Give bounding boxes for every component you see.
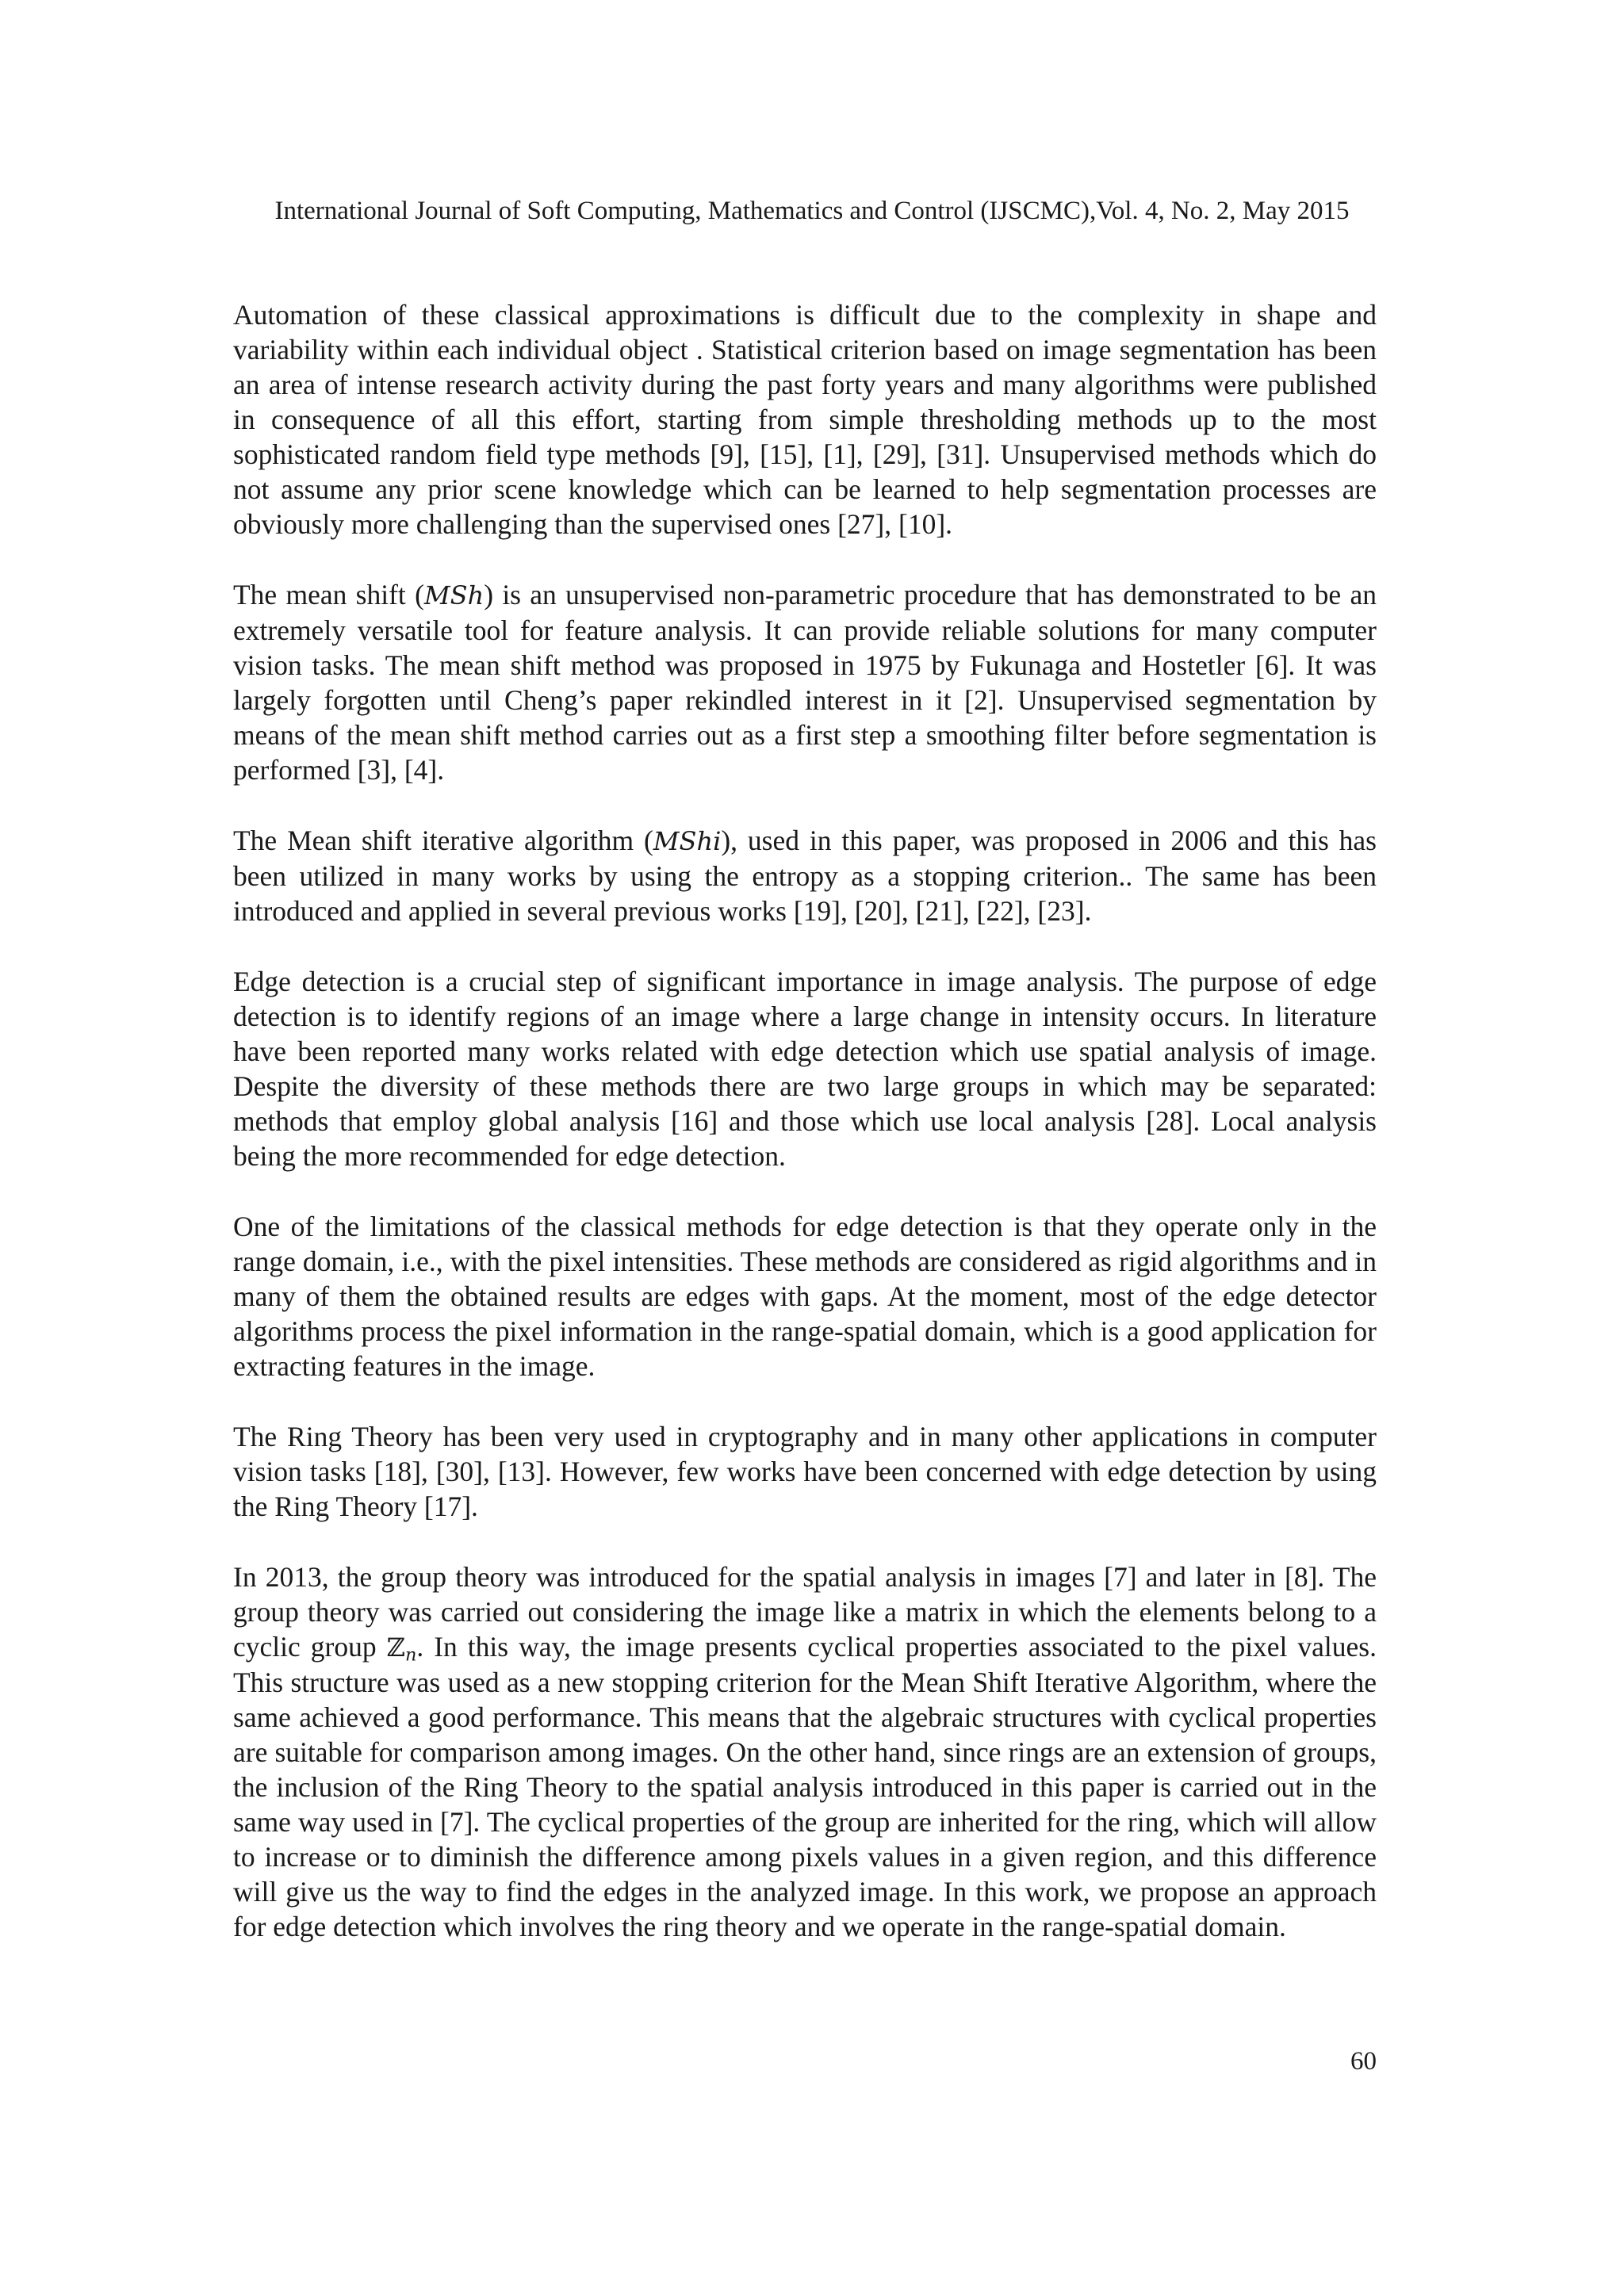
paragraph-text: In 2013, the group theory was introduced for the spatial analysis in images [7] and later in [8]. The group theory was carried out considering the image like a matrix in which the elements belong to a cyclic group [233, 1561, 1377, 1663]
paragraph-text: ) is an unsupervised non-parametric procedure that has demonstrated to be an extremely versatile tool for feature analysis. It can provide reliable solutions for many computer vision tasks. The mean shift method was proposed in 1975 by Fukunaga and Hostetler [6]. It was largely forgotten until Cheng’s paper rekindled interest in it [2]. Unsupervised segmentation by means of the mean shift method carries out as a first step a smoothing filter before segmentation is performed [3], [4]. [233, 579, 1377, 786]
page-number: 60 [1350, 2047, 1377, 2076]
math-mshi: MShi [653, 826, 722, 856]
paragraph-edge-detection: Edge detection is a crucial step of significant importance in image analysis. The purpose of edge detection is to identify regions of an image where a large change in intensity occurs. In literature have been reported many works related with edge detection which use spatial analysis of image. Despite the diversity of these methods there are two large groups in which may be separated: methods that employ global analysis [16] and those which use local analysis [28]. Local analysis being the more recommended for edge detection. [233, 966, 1377, 1172]
paragraph-text: . In this way, the image presents cyclical properties associated to the pixel values. This structure was used as a new stopping criterion for the Mean Shift Iterative Algorithm, where the same achieved a good performance. This means that the algebraic structures with cyclical properties are suitable for comparison among images. On the other hand, since rings are an extension of groups, the inclusion of the Ring Theory to the spatial analysis introduced in this paper is carried out in the same way used in [7]. The cyclical properties of the group are inherited for the ring, which will allow to increase or to diminish the difference among pixels values in a given region, and this difference will give us the way to find the edges in the analyzed image. In this work, we propose an approach for edge detection which involves the ring theory and we operate in the range-spatial domain. [233, 1631, 1377, 1942]
paragraph-limitations: One of the limitations of the classical methods for edge detection is that they operate only in the range domain, i.e., with the pixel intensities. These methods are considered as rigid algorithms and in many of them the obtained results are edges with gaps. At the moment, most of the edge detector algorithms process the pixel information in the range-spatial domain, which is a good application for extracting features in the image. [233, 1211, 1377, 1382]
paragraph-mean-shift-iterative [233, 823, 1377, 928]
paragraph-text: ), used in this paper, was proposed in 2006 and this has been utilized in many works by using the entropy as a stopping criterion.. The same has been introduced and applied in several previous works [19], [20], [21], [22], [23]. [233, 825, 1377, 927]
paragraph-mean-shift [233, 577, 1377, 787]
math-cyclic-group [386, 1632, 417, 1666]
paragraph-ring-theory: The Ring Theory has been very used in cryptography and in many other applications in computer vision tasks [18], [30], [13]. However, few works have been concerned with edge detection by using the Ring Theory [17]. [233, 1421, 1377, 1522]
math-set-symbol: ℤ [386, 1632, 405, 1663]
paragraph-group-theory [233, 1559, 1377, 1944]
paragraph-automation: Automation of these classical approximations is difficult due to the complexity in shape and variability within each individual object . Statistical criterion based on image segmentation has been an area of intense research activity during the past forty years and many algorithms were published in consequence of all this effort, starting from simple thresholding methods up to the most sophisticated random field type methods [9], [15], [1], [29], [31]. Unsupervised methods which do not assume any prior scene knowledge which can be learned to help segmentation processes are obviously more challenging than the supervised ones [27], [10]. [233, 299, 1377, 540]
paragraph-text: The Mean shift iterative algorithm ( [233, 825, 653, 856]
math-subscript: n [404, 1644, 417, 1666]
math-msh: MSh [423, 580, 485, 610]
running-header: International Journal of Soft Computing, Mathematics and Control (IJSCMC),Vol. 4, No. 2, May 2015 [274, 197, 1350, 225]
paragraph-text: The mean shift ( [233, 579, 424, 610]
body-text [233, 297, 1377, 1980]
